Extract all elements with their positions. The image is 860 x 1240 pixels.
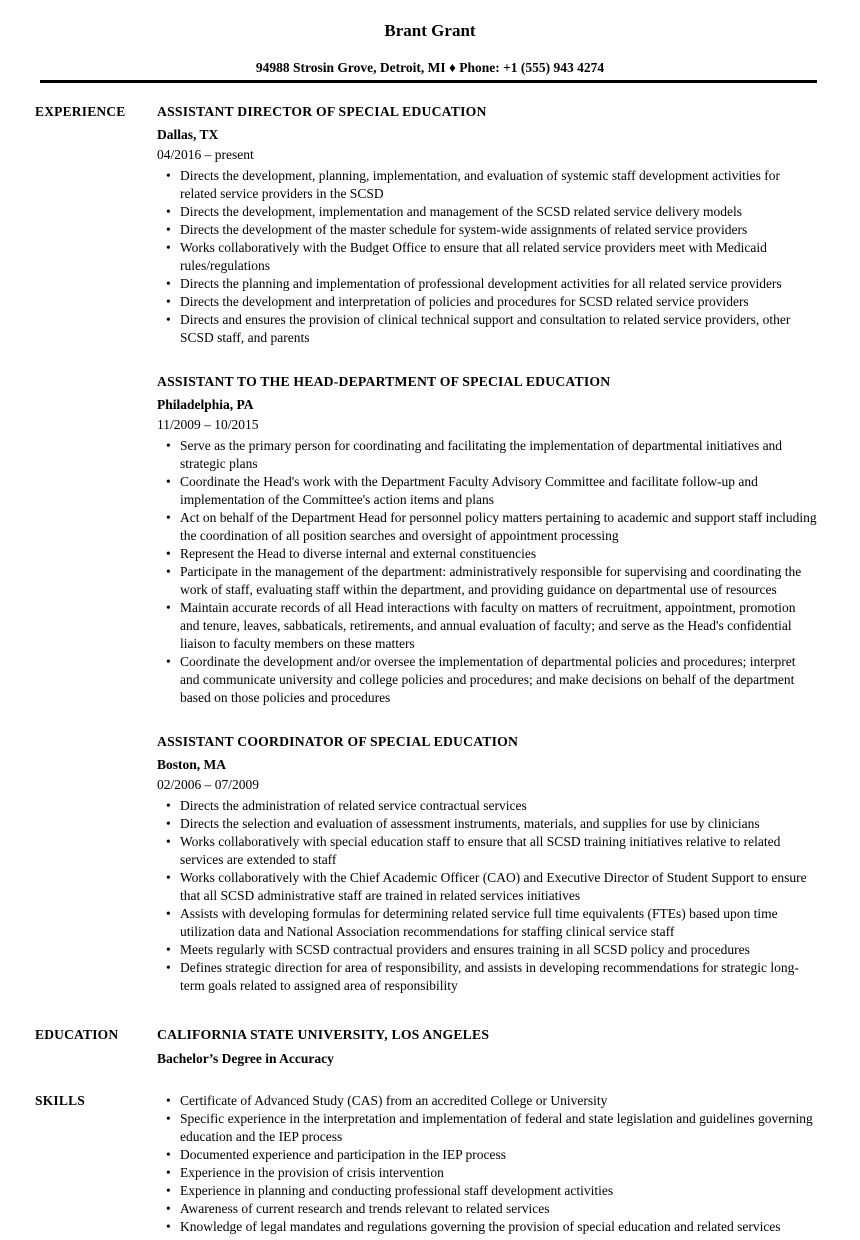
job-title: ASSISTANT DIRECTOR OF SPECIAL EDUCATION <box>157 104 487 119</box>
job-bullet-list <box>157 167 817 347</box>
bullet-item: • Defines strategic direction for area of responsibility, and assists in developing recommendations for strategic long-term goals related to assigned area of responsibility <box>157 959 817 995</box>
bullet-item: • Documented experience and participation in the IEP process <box>157 1146 817 1164</box>
resume-name: Brant Grant <box>384 21 476 40</box>
bullet-item: • Serve as the primary person for coordinating and facilitating the implementation of departmental initiatives and strategic plans <box>157 437 817 473</box>
bullet-item: • Directs the development and interpretation of policies and procedures for SCSD related service providers <box>157 293 817 311</box>
bullet-item: • Act on behalf of the Department Head for personnel policy matters pertaining to academic and support staff including the coordination of all position searches and oversight of appointment processing <box>157 509 817 545</box>
bullet-item: • Experience in planning and conducting professional staff development activities <box>157 1182 817 1200</box>
section-label-experience: EXPERIENCE <box>35 104 126 119</box>
section-label-education: EDUCATION <box>35 1027 119 1042</box>
bullet-item: • Directs the development, implementation and management of the SCSD related service delivery models <box>157 203 817 221</box>
bullet-item: • Coordinate the Head's work with the Department Faculty Advisory Committee and facilitate follow-up and implementation of the Committee's action items and plans <box>157 473 817 509</box>
bullet-item: • Directs the planning and implementation of professional development activities for all related service providers <box>157 275 817 293</box>
section-label-skills: SKILLS <box>35 1093 85 1108</box>
job-entry <box>157 103 817 347</box>
job-dates: 04/2016 – present <box>157 147 254 162</box>
job-entry <box>157 373 817 707</box>
header-divider <box>40 80 817 83</box>
job-title: ASSISTANT TO THE HEAD-DEPARTMENT OF SPECIAL EDUCATION <box>157 374 611 389</box>
bullet-item: • Specific experience in the interpretation and implementation of federal and state legislation and guidelines governing education and the IEP process <box>157 1110 817 1146</box>
job-location: Philadelphia, PA <box>157 397 254 412</box>
bullet-item: • Represent the Head to diverse internal and external constituencies <box>157 545 817 563</box>
education-degree: Bachelor’s Degree in Accuracy <box>157 1051 334 1066</box>
contact-line: 94988 Strosin Grove, Detroit, MI ♦ Phone: +1 (555) 943 4274 <box>255 60 605 75</box>
job-title: ASSISTANT COORDINATOR OF SPECIAL EDUCATION <box>157 734 519 749</box>
section-experience <box>35 103 825 995</box>
bullet-item: • Directs and ensures the provision of clinical technical support and consultation to related service providers, other SCSD staff, and parents <box>157 311 817 347</box>
bullet-item: • Assists with developing formulas for determining related service full time equivalents (FTEs) based upon time utilization data and National Association recommendations for staffing clinical service staff <box>157 905 817 941</box>
skills-content <box>157 1092 817 1236</box>
bullet-item: • Works collaboratively with special education staff to ensure that all SCSD training initiatives relative to related services are extended to staff <box>157 833 817 869</box>
job-entry <box>157 733 817 995</box>
skills-bullet-list <box>157 1092 817 1236</box>
education-content <box>157 1026 817 1067</box>
bullet-item: • Works collaboratively with the Budget Office to ensure that all related service providers meet with Medicaid rules/regulations <box>157 239 817 275</box>
job-dates: 11/2009 – 10/2015 <box>157 417 259 432</box>
job-dates: 02/2006 – 07/2009 <box>157 777 260 792</box>
bullet-item: • Knowledge of legal mandates and regulations governing the provision of special education and related services <box>157 1218 817 1236</box>
bullet-item: • Certificate of Advanced Study (CAS) from an accredited College or University <box>157 1092 817 1110</box>
bullet-item: • Participate in the management of the department: administratively responsible for supervising and coordinating the work of staff, evaluating staff within the department, and providing guidance on departmental use of resources <box>157 563 817 599</box>
bullet-item: • Directs the administration of related service contractual services <box>157 797 817 815</box>
experience-content <box>157 103 817 995</box>
section-skills <box>35 1092 825 1236</box>
job-bullet-list <box>157 797 817 995</box>
education-school: CALIFORNIA STATE UNIVERSITY, LOS ANGELES <box>157 1027 490 1042</box>
bullet-item: • Directs the development of the master schedule for system-wide assignments of related service providers <box>157 221 817 239</box>
job-location: Boston, MA <box>157 757 227 772</box>
bullet-item: • Directs the development, planning, implementation, and evaluation of systemic staff development activities for related service providers in the SCSD <box>157 167 817 203</box>
bullet-item: • Directs the selection and evaluation of assessment instruments, materials, and supplies for use by clinicians <box>157 815 817 833</box>
bullet-item: • Maintain accurate records of all Head interactions with faculty on matters of recruitment, appointment, promotion and tenure, leaves, sabbaticals, retirements, and annual evaluation of faculty; and serve as the Head's confidential liaison to faculty members on these matters <box>157 599 817 653</box>
bullet-item: • Meets regularly with SCSD contractual providers and ensures training in all SCSD policy and procedures <box>157 941 817 959</box>
job-bullet-list <box>157 437 817 707</box>
bullet-item: • Experience in the provision of crisis intervention <box>157 1164 817 1182</box>
bullet-item: • Coordinate the development and/or oversee the implementation of departmental policies and procedures; interpret and communicate university and college policies and procedures; and make decisions on behalf of the department based on those policies and procedures <box>157 653 817 707</box>
section-education <box>35 1026 825 1067</box>
bullet-item: • Works collaboratively with the Chief Academic Officer (CAO) and Executive Director of Student Support to ensure that all SCSD administrative staff are trained in related services initiatives <box>157 869 817 905</box>
bullet-item: • Awareness of current research and trends relevant to related services <box>157 1200 817 1218</box>
job-location: Dallas, TX <box>157 127 219 142</box>
